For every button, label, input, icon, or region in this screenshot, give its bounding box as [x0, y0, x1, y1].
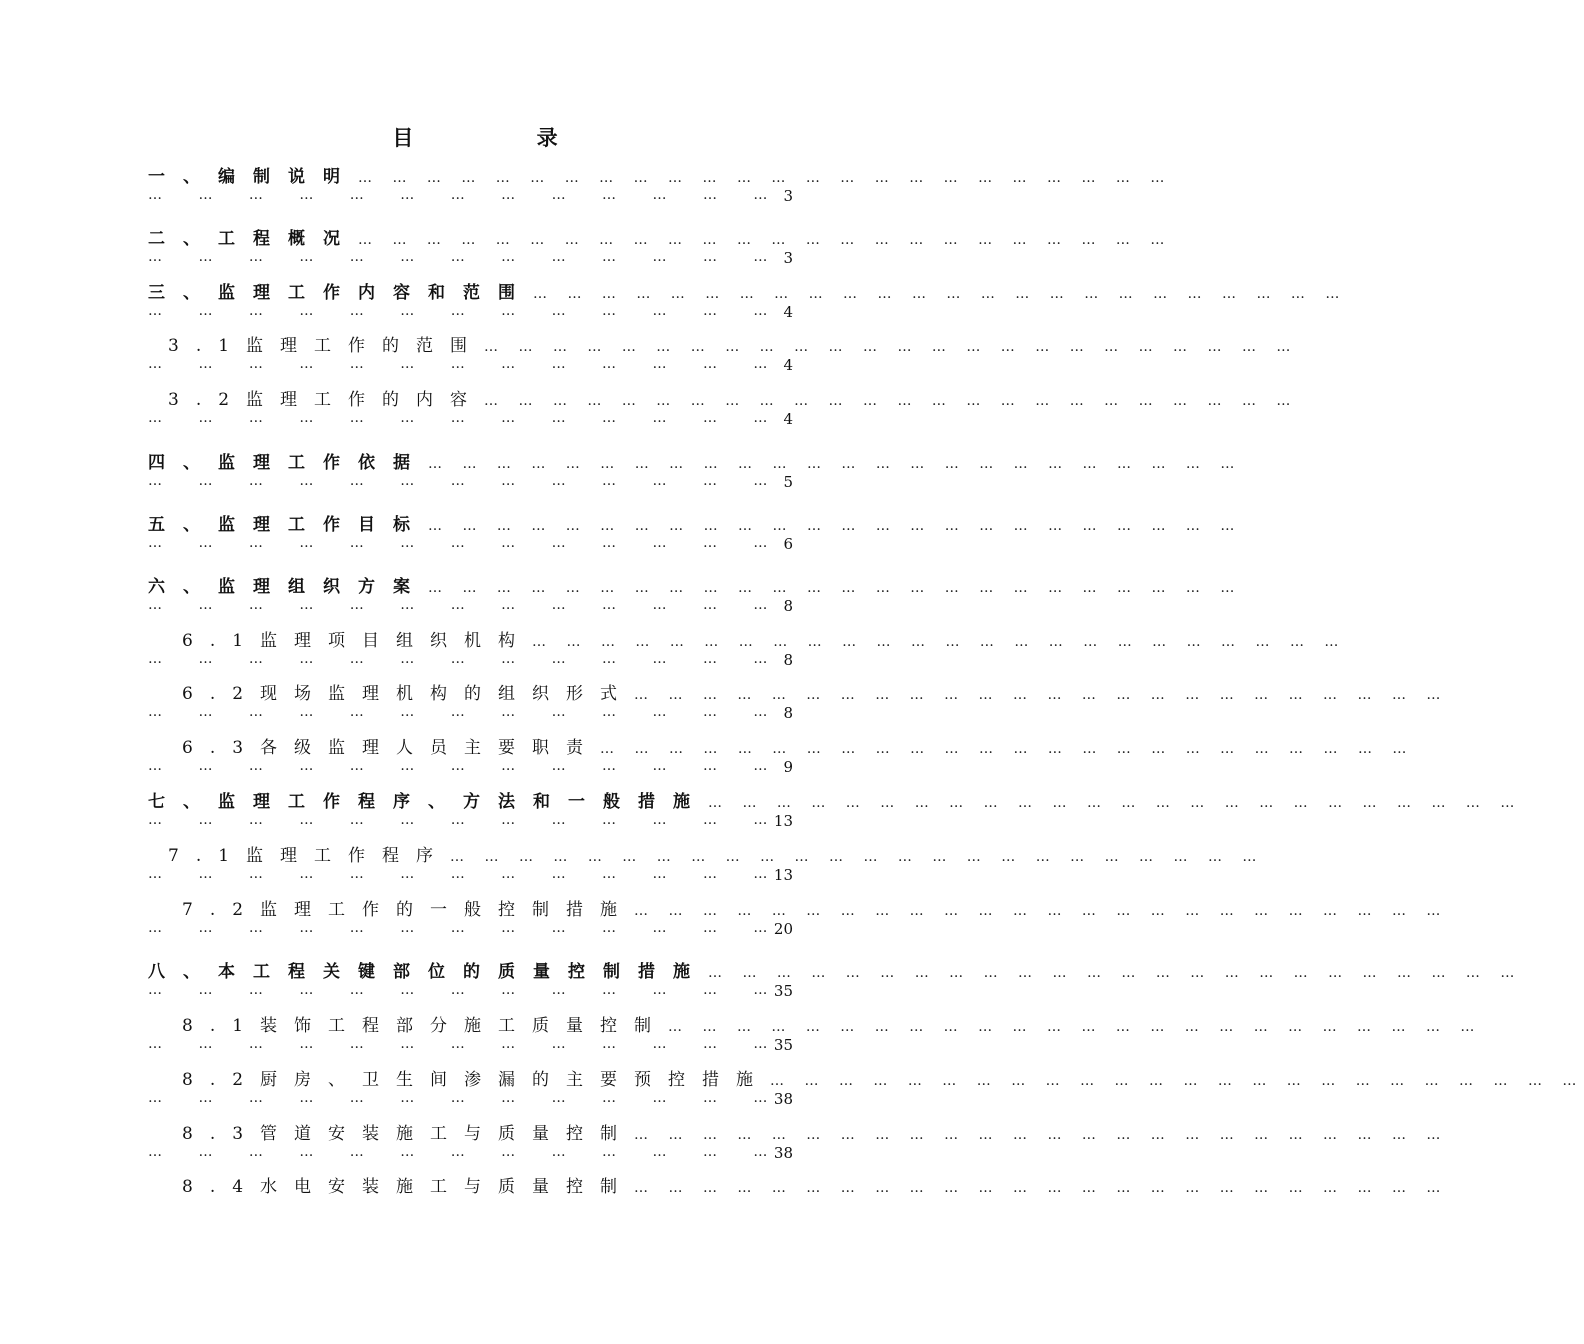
dot-leader: … … … … … … … … … … … … …	[148, 1090, 768, 1106]
toc-entry-continuation	[148, 303, 793, 325]
dot-leader: … … … … … … … … … … … … … … … … … … … … … … … …	[450, 849, 1265, 865]
toc-entry-line	[148, 733, 1415, 758]
toc-title: 目 录	[392, 125, 616, 150]
toc-entry-text: 二、工程概况	[148, 229, 358, 249]
dot-leader: … … … … … … … … … … … … … … … … … … … … … … … …	[770, 1073, 1584, 1089]
toc-entry-text: 7.2监理工作的一般控制措施	[182, 900, 635, 920]
dot-leader: … … … … … … … … … … … … …	[148, 982, 768, 998]
toc-entry-line	[148, 787, 1523, 812]
toc-entry-continuation	[148, 473, 793, 495]
toc-page-number: 38	[773, 1144, 793, 1162]
toc-page-number: 4	[783, 303, 793, 321]
toc-entry-continuation	[148, 812, 793, 834]
toc-entry-text: 七、监理工作程序、方法和一般措施	[148, 792, 708, 812]
toc-page-number: 35	[773, 982, 793, 1000]
toc-entry-text: 一、编制说明	[148, 167, 358, 187]
toc-page-number: 4	[783, 356, 793, 374]
toc-entry-text: 六、监理组织方案	[148, 577, 428, 597]
dot-leader: … … … … … … … … … … … … … … … … … … … … … … … …	[484, 393, 1299, 409]
toc-entry-line	[148, 572, 1243, 597]
toc-page-number: 38	[773, 1090, 793, 1108]
dot-leader: … … … … … … … … … … … … … … … … … … … … … … … …	[532, 634, 1347, 650]
toc-entry-continuation	[148, 982, 793, 1004]
toc-page-number: 20	[773, 920, 793, 938]
toc-entry-text: 6.3各级监理人员主要职责	[182, 738, 601, 758]
toc-entry-text: 8.4水电安装施工与质量控制	[182, 1177, 635, 1197]
toc-entry-continuation	[148, 410, 793, 432]
toc-entry-line	[148, 448, 1243, 473]
dot-leader: … … … … … … … … … … … … … … … … … … … … … … … …	[533, 286, 1348, 302]
dot-leader: … … … … … … … … … … … … … … … … … … … … … … … …	[668, 1019, 1483, 1035]
toc-entry-line	[148, 278, 1348, 303]
dot-leader: … … … … … … … … … … … … … … … … … … … … … … … …	[708, 965, 1523, 981]
dot-leader: … … … … … … … … … … … … …	[148, 651, 768, 667]
dot-leader: … … … … … … … … … … … … …	[148, 812, 768, 828]
toc-entry-continuation	[148, 758, 793, 780]
toc-page-number: 8	[783, 597, 793, 615]
toc-entry-continuation	[148, 1036, 793, 1058]
toc-entry-line	[148, 626, 1347, 651]
toc-entry-text: 五、监理工作目标	[148, 515, 428, 535]
toc-page-number: 35	[773, 1036, 793, 1054]
toc-entry-line	[148, 331, 1299, 356]
dot-leader: … … … … … … … … … … … … … … … … … … … … … … … …	[634, 687, 1449, 703]
toc-entry-line	[148, 1172, 1449, 1197]
toc-entry-continuation	[148, 597, 793, 619]
toc-entry-continuation	[148, 187, 793, 209]
dot-leader: … … … … … … … … … … … … …	[148, 535, 768, 551]
toc-page-number: 13	[773, 812, 793, 830]
toc-entry-text: 8.3管道安装施工与质量控制	[182, 1124, 635, 1144]
toc-entry-continuation	[148, 249, 793, 271]
toc-entry-text: 3.1监理工作的范围	[168, 336, 485, 356]
toc-page-number: 13	[773, 866, 793, 884]
toc-entry-continuation	[148, 866, 793, 888]
dot-leader: … … … … … … … … … … … … … … … … … … … … … … … …	[428, 456, 1243, 472]
dot-leader: … … … … … … … … … … … … …	[148, 473, 768, 489]
dot-leader: … … … … … … … … … … … … …	[148, 356, 768, 372]
toc-page-number: 5	[783, 473, 793, 491]
dot-leader: … … … … … … … … … … … … …	[148, 866, 768, 882]
dot-leader: … … … … … … … … … … … … … … … … … … … … … … … …	[358, 170, 1173, 186]
toc-entry-text: 8.1装饰工程部分施工质量控制	[182, 1016, 669, 1036]
toc-entry-line	[148, 1011, 1483, 1036]
dot-leader: … … … … … … … … … … … … … … … … … … … … … … … …	[428, 580, 1243, 596]
toc-entry-continuation	[148, 1090, 793, 1112]
dot-leader: … … … … … … … … … … … … …	[148, 303, 768, 319]
toc-entry-line	[148, 957, 1523, 982]
toc-entry-text: 7.1监理工作程序	[168, 846, 451, 866]
toc-entry-continuation	[148, 651, 793, 673]
toc-entry-line	[148, 1065, 1584, 1090]
toc-entry-line	[148, 679, 1449, 704]
toc-entry-line	[148, 510, 1243, 535]
toc-entry-line	[148, 1119, 1449, 1144]
dot-leader: … … … … … … … … … … … … …	[148, 920, 768, 936]
toc-page-number: 6	[783, 535, 793, 553]
toc-page-number: 3	[783, 187, 793, 205]
dot-leader: … … … … … … … … … … … … … … … … … … … … … … … …	[358, 232, 1173, 248]
toc-entry-text: 四、监理工作依据	[148, 453, 428, 473]
toc-entry-text: 6.2现场监理机构的组织形式	[182, 684, 635, 704]
dot-leader: … … … … … … … … … … … … …	[148, 758, 768, 774]
dot-leader: … … … … … … … … … … … … …	[148, 410, 768, 426]
dot-leader: … … … … … … … … … … … … …	[148, 597, 768, 613]
toc-entry-continuation	[148, 920, 793, 942]
dot-leader: … … … … … … … … … … … … … … … … … … … … … … … …	[708, 795, 1523, 811]
toc-entry-text: 3.2监理工作的内容	[168, 390, 485, 410]
dot-leader: … … … … … … … … … … … … … … … … … … … … … … … …	[484, 339, 1299, 355]
toc-entry-continuation	[148, 535, 793, 557]
toc-page-number: 8	[783, 651, 793, 669]
toc-page-number: 9	[783, 758, 793, 776]
toc-entry-line	[148, 224, 1173, 249]
toc-entry-line	[148, 385, 1299, 410]
dot-leader: … … … … … … … … … … … … … … … … … … … … … … … …	[634, 1180, 1449, 1196]
toc-entry-continuation	[148, 1144, 793, 1166]
toc-entry-continuation	[148, 356, 793, 378]
toc-entry-line	[148, 162, 1173, 187]
toc-entry-line	[148, 841, 1265, 866]
dot-leader: … … … … … … … … … … … … … … … … … … … … … … … …	[600, 741, 1415, 757]
toc-page-number: 3	[783, 249, 793, 267]
dot-leader: … … … … … … … … … … … … …	[148, 249, 768, 265]
toc-entry-line	[148, 895, 1449, 920]
dot-leader: … … … … … … … … … … … … … … … … … … … … … … … …	[634, 1127, 1449, 1143]
dot-leader: … … … … … … … … … … … … … … … … … … … … … … … …	[634, 903, 1449, 919]
dot-leader: … … … … … … … … … … … … … … … … … … … … … … … …	[428, 518, 1243, 534]
toc-page-number: 8	[783, 704, 793, 722]
toc-entry-text: 6.1监理项目组织机构	[182, 631, 533, 651]
toc-page-number: 4	[783, 410, 793, 428]
dot-leader: … … … … … … … … … … … … …	[148, 187, 768, 203]
dot-leader: … … … … … … … … … … … … …	[148, 1036, 768, 1052]
dot-leader: … … … … … … … … … … … … …	[148, 704, 768, 720]
toc-entry-text: 八、本工程关键部位的质量控制措施	[148, 962, 708, 982]
dot-leader: … … … … … … … … … … … … …	[148, 1144, 768, 1160]
toc-entry-continuation	[148, 704, 793, 726]
toc-entry-text: 8.2厨房、卫生间渗漏的主要预控措施	[182, 1070, 771, 1090]
toc-entry-text: 三、监理工作内容和范围	[148, 283, 533, 303]
